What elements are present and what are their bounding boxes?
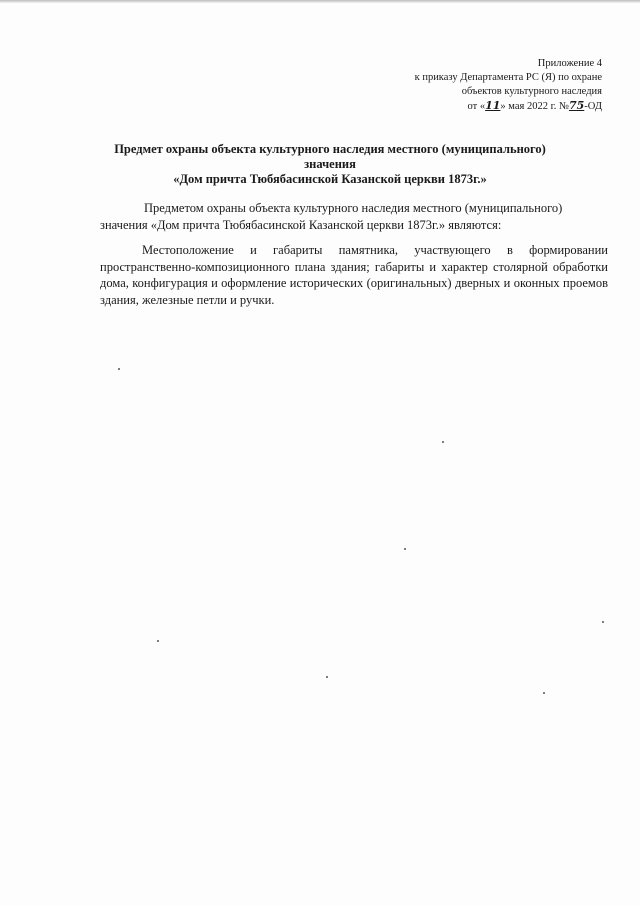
title-line-1: Предмет охраны объекта культурного наследия местного (муниципального) [114,142,546,156]
scan-speck [157,640,159,642]
appendix-header [415,57,602,114]
intro-paragraph [100,200,580,234]
appendix-department: объектов культурного наследия [461,86,602,97]
handwritten-day: 11 [485,99,501,112]
body-paragraph: Местоположение и габариты памятника, участвующего в формировании пространственно-композиционного плана здания; габариты и характер столярной обработки дома, конфигурация и оформление исторических (оригинальных) дверных и оконных проемов здания, железные петли и ручки. [100,243,608,307]
scan-speck [118,368,120,370]
scan-edge [0,0,640,3]
date-middle: » мая 2022 г. № [500,101,569,112]
scan-speck [602,621,604,623]
appendix-number: Приложение 4 [537,58,602,69]
appendix-order-ref: к приказу Департамента РС (Я) по охране [414,72,602,83]
document-title [90,142,570,187]
intro-line-1: Предметом охраны объекта культурного наследия местного (муниципального) [144,201,563,215]
scan-speck [326,676,328,678]
order-suffix: -ОД [584,101,602,112]
handwritten-order-number: 75 [568,99,585,112]
date-prefix: от « [467,101,486,112]
scan-speck [543,692,545,694]
intro-line-2: значения «Дом причта Тюбябасинской Казанской церкви 1873г.» являются: [100,218,502,232]
title-line-2: значения [304,157,356,171]
appendix-date-line [415,99,602,114]
scan-speck [442,441,444,443]
scan-speck [404,548,406,550]
title-line-3: «Дом причта Тюбябасинской Казанской церкви 1873г.» [173,172,487,186]
